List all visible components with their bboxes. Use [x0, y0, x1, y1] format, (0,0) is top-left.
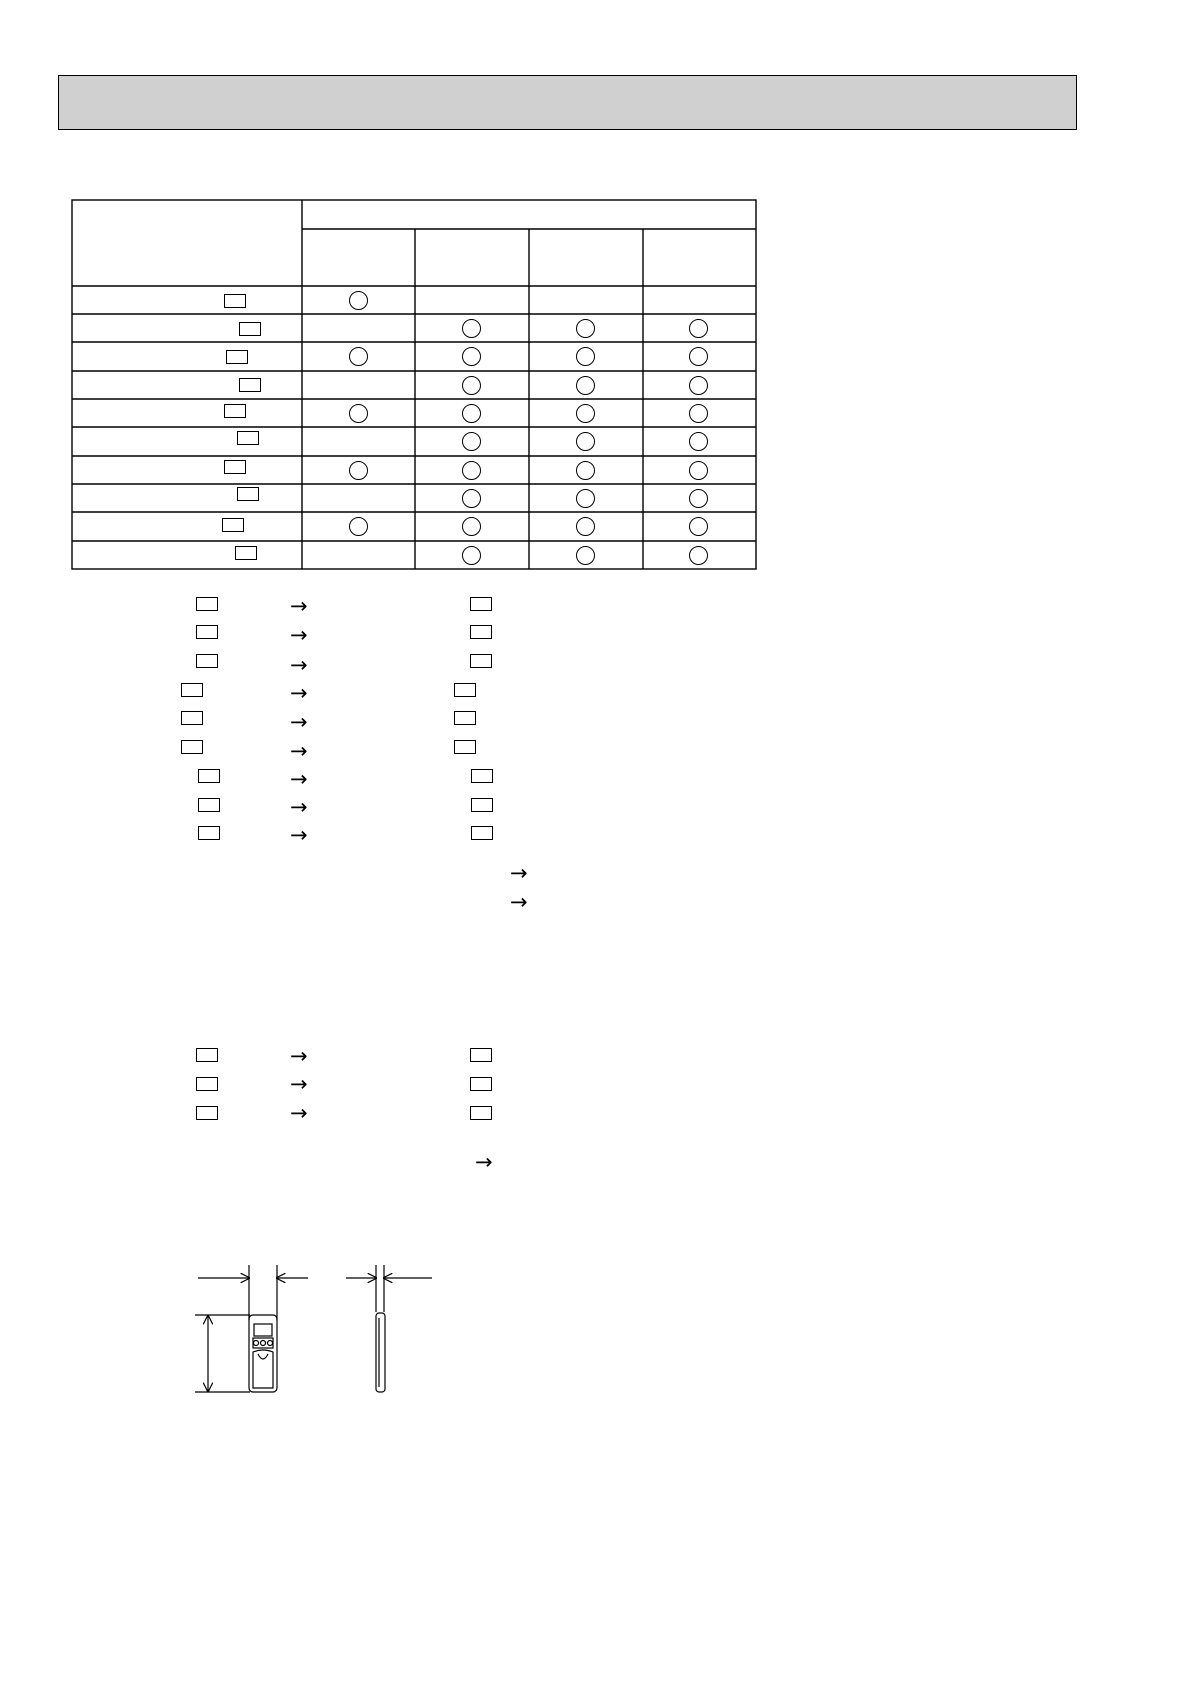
arrow-icon: →: [475, 1150, 493, 1174]
arrow-icon: →: [290, 710, 308, 734]
arrow-icon: →: [290, 594, 308, 618]
arrow-icon: →: [290, 739, 308, 763]
arrow-icon: →: [290, 823, 308, 847]
arrow-icon: →: [290, 653, 308, 677]
arrow-icon: →: [290, 767, 308, 791]
arrow-icon: →: [290, 795, 308, 819]
arrow-icon: →: [290, 681, 308, 705]
arrow-icon: →: [290, 1072, 308, 1096]
arrow-icon: →: [290, 1101, 308, 1125]
arrow-icon: →: [510, 890, 528, 914]
arrow-icon: →: [290, 623, 308, 647]
arrow-icon: →: [510, 861, 528, 885]
arrow-icon: →: [290, 1044, 308, 1068]
